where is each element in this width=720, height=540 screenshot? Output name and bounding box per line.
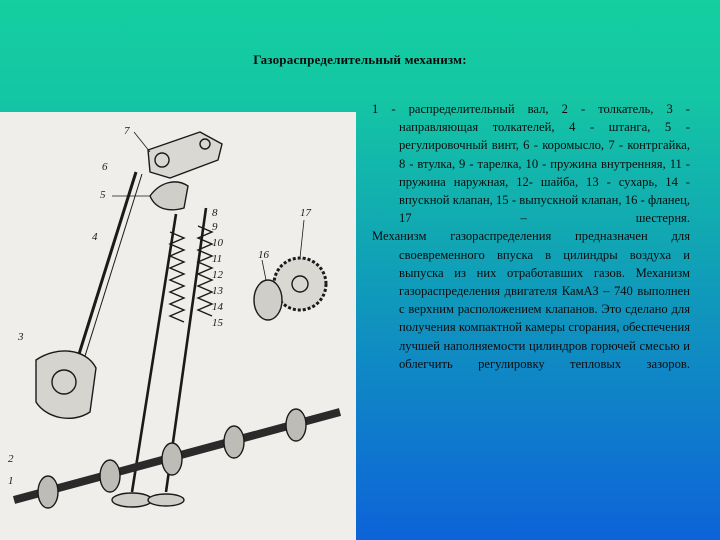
callout-16: 16: [258, 249, 269, 261]
cam-lobe-2: [100, 460, 120, 492]
parts-legend-paragraph: 1 - распределительный вал, 2 - толкатель, 3 - направляющая толкателей, 4 - штанга, 5 - регулировочный винт, 6 - коромысло, 7 - контргайка, 8 - втулка, 9 - тарелка, 10 - пружина внутренняя, 11 - пружина наружная, 12- шайба, 13 - сухарь, 14 - впускной клапан, 15 - выпускной клапан, 16 - фланец, 17 – шестерня.: [372, 102, 690, 226]
callout-7: 7: [124, 125, 130, 137]
callout-leader: [300, 220, 304, 258]
description-paragraph: Механизм газораспределения предназначен для своевременного впуска в цилиндры воздуха и выпуска из них отработавших газов. Механизм газораспределения двигателя КамАЗ – 740 выполнен с верхним расположением клапанов. Это сделано для получения компактной камеры сгорания, обеспечения лучшей наполняемости цилиндров горючей смесью и облегчить регулировку тепловых зазоров.: [372, 229, 690, 371]
callout-5: 5: [100, 189, 106, 201]
intake-valve-head: [112, 493, 152, 507]
callout-14: 14: [212, 301, 223, 313]
cam-lobe-1: [38, 476, 58, 508]
callout-15: 15: [212, 317, 223, 329]
callout-3: 3: [18, 331, 24, 343]
cam-lobe-4: [224, 426, 244, 458]
flange-shape: [254, 280, 282, 320]
callout-10: 10: [212, 237, 223, 249]
callout-1: 1: [8, 475, 14, 487]
callout-12: 12: [212, 269, 223, 281]
cam-lobe-5: [286, 409, 306, 441]
callout-8: 8: [212, 207, 218, 219]
tappet-guide-shape: [36, 351, 96, 418]
slide-title: Газораспределительный механизм:: [253, 52, 467, 67]
rocker-body-shape: [150, 182, 188, 210]
callout-13: 13: [212, 285, 223, 297]
callout-4: 4: [92, 231, 98, 243]
rocker-arm-shape: [148, 132, 222, 178]
callout-leader: [262, 260, 266, 280]
callout-2: 2: [8, 453, 14, 465]
callout-11: 11: [212, 253, 223, 265]
exhaust-spring-outer: [198, 226, 212, 316]
exploded-view-drawing: [0, 112, 356, 540]
callout-6: 6: [102, 161, 108, 173]
intake-spring-outer: [170, 232, 184, 322]
slide-text: [372, 100, 690, 373]
cam-lobe-3: [162, 443, 182, 475]
callout-leader: [134, 132, 150, 152]
valve-mechanism-figure: [0, 112, 356, 540]
callout-9: 9: [212, 221, 218, 233]
callout-17: 17: [300, 207, 311, 219]
exhaust-valve-head: [148, 494, 184, 506]
